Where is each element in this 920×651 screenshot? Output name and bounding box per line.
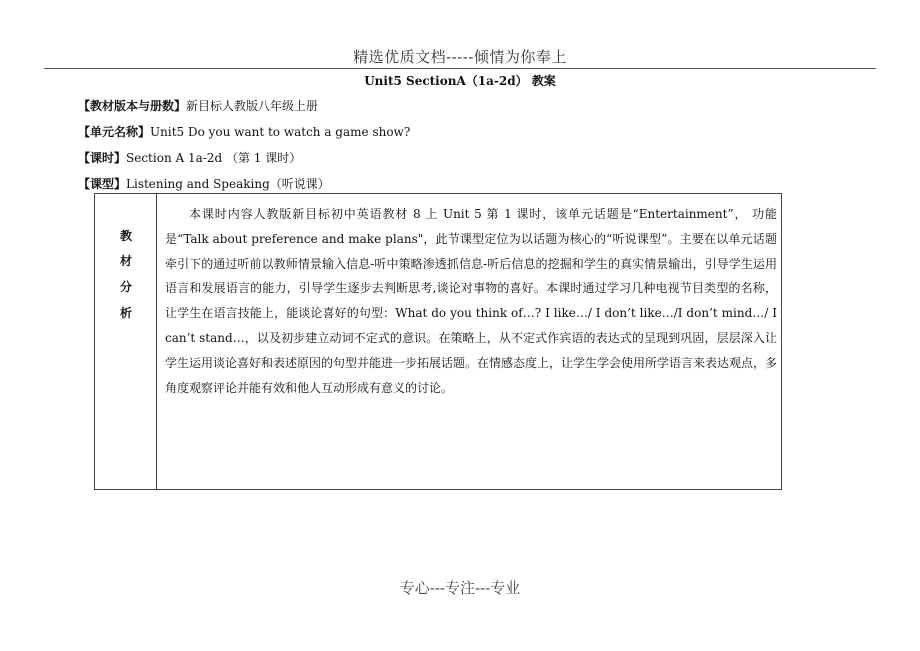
analysis-label-char: 析 (119, 306, 132, 320)
meta-key-unit-name: 【单元名称】 (78, 125, 151, 139)
document-title: Unit5 SectionA（1a-2d） 教案 (364, 74, 556, 88)
meta-key-textbook-edition: 【教材版本与册数】 (78, 99, 187, 113)
analysis-label-char: 材 (119, 254, 132, 268)
meta-line-lesson-period (78, 149, 301, 166)
meta-key-lesson-type: 【课型】 (78, 177, 127, 191)
meta-line-lesson-type (78, 175, 330, 192)
page-footer-text: 专心---专注---专业 (399, 579, 521, 597)
textbook-analysis-table (94, 193, 782, 490)
meta-value-textbook-edition: 新目标人教版八年级上册 (186, 99, 319, 113)
meta-line-unit-name (78, 123, 410, 140)
meta-value-lesson-type: Listening and Speaking（听说课） (126, 177, 330, 191)
meta-value-lesson-period: Section A 1a-2d （第 1 课时） (126, 151, 302, 165)
meta-line-textbook-edition (78, 97, 318, 114)
analysis-label-column (95, 194, 157, 489)
meta-key-lesson-period: 【课时】 (78, 151, 127, 165)
analysis-label-char: 教 (119, 229, 132, 243)
header-divider (44, 68, 876, 69)
meta-value-unit-name: Unit5 Do you want to watch a game show? (150, 125, 411, 139)
page-header-text: 精选优质文档-----倾情为你奉上 (353, 48, 567, 66)
analysis-content-text: 本课时内容人教版新目标初中英语教材 8 上 Unit 5 第 1 课时，该单元话题是“Entertainment”， 功能是“Talk about preference and make plans"，此节课型定位为以话题为核心的“听说课型”。主要在以单元话题牵引下的通过听前以教师情景输入信息-听中策略渗透抓信息-听后信息的挖掘和学生的真实情景输出，引导学生运用语言和发展语言的能力，引导学生逐步去判断思考,谈论对事物的喜好。本课时通过学习几种电视节目类型的名称，让学生在语言技能上，能谈论喜好的句型：What do you think of…? I like…/ I don’t like…/I don’t mind…/ I can’t stand…，以及初步建立动词不定式的意识。在策略上，从不定式作宾语的表达式的呈现到巩固，层层深入让学生运用谈论喜好和表述原因的句型并能进一步拓展话题。在情感态度上，让学生学会使用所学语言来表达观点，多角度观察评论并能有效和他人互动形成有意义的讨论。 (165, 207, 778, 395)
analysis-label-char: 分 (119, 280, 132, 294)
